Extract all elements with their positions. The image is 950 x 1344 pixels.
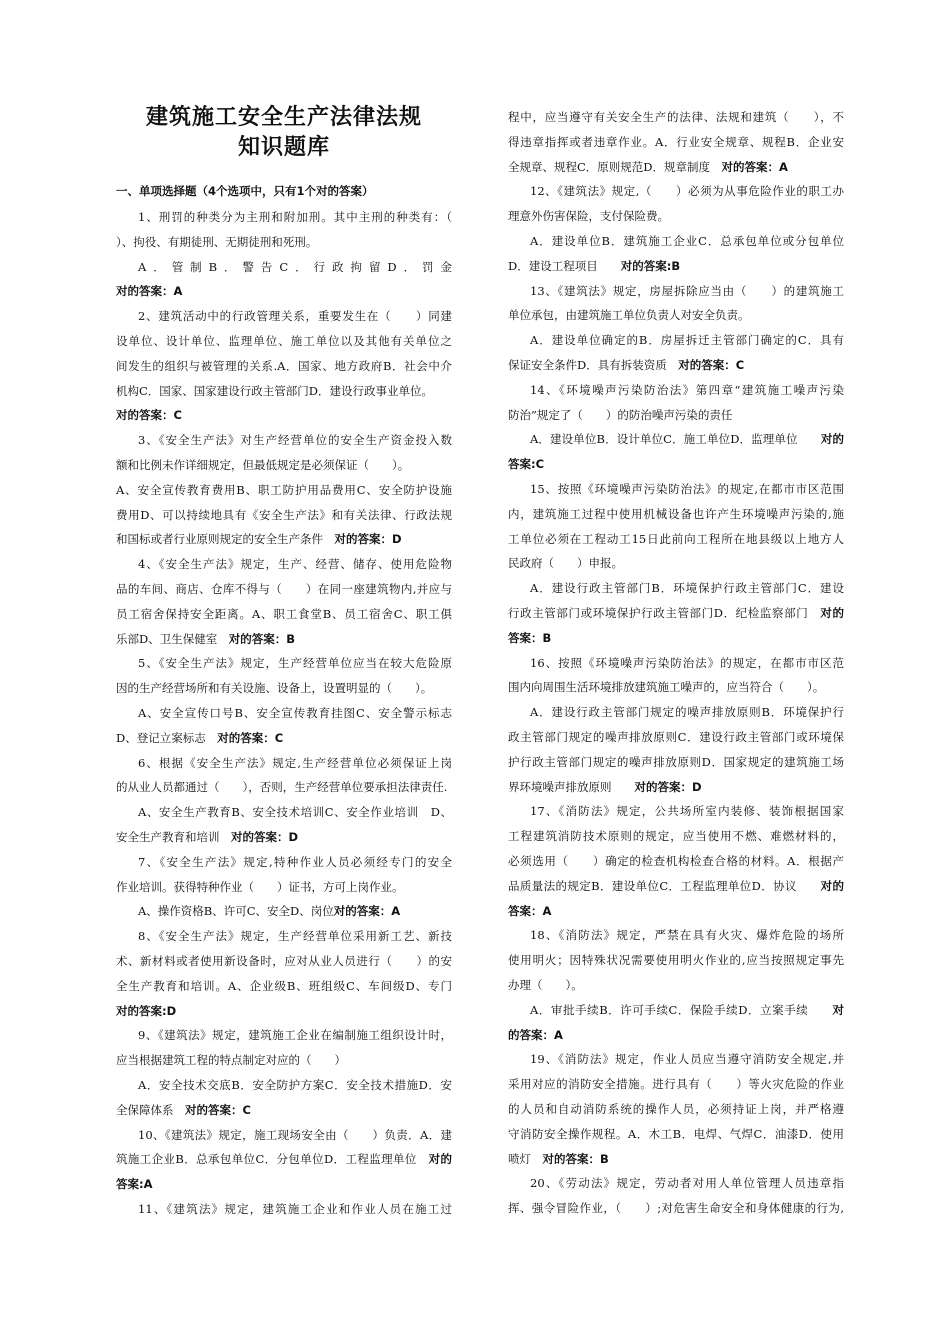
text-line: 全生产教育和培训。A、企业级B、班组级C、车间级D、专门 xyxy=(116,978,452,993)
text-line: 费用D、可以持续地具有《安全生产法》和有关法律、行政法规 xyxy=(116,507,452,522)
answer-line: 答案:C xyxy=(508,457,545,472)
text-line: 程中，应当遵守有关安全生产的法律、法规和建筑（ ），不 xyxy=(508,110,844,124)
text-line: A．建设行政主管部门B．环境保护行政主管部门C．建设 xyxy=(530,581,844,596)
text-line: 9、《建筑法》规定，建筑施工企业在编制施工组织设计时， xyxy=(138,1028,452,1043)
text-line: 使用明火；因特殊状况需要使用明火作业的,应当按照规定事先 xyxy=(508,953,844,968)
text-line: A．审批手续B．许可手续C．保险手续D．立案手续 对 xyxy=(530,1002,844,1017)
text-line: A．建设单位B．设计单位C．施工单位D．监理单位 对的 xyxy=(530,432,844,447)
text-line: 围内向周围生活环境排放建筑施工噪声的，应当符合（ ）。 xyxy=(508,680,825,695)
text-line: 机构C．国家、国家建设行政主管部门D．建设行政事业单位。 xyxy=(116,383,434,398)
section-heading: 一、单项选择题（4个选项中，只有1个对的答案） xyxy=(116,184,374,198)
text-line: 民政府（ ）申报。 xyxy=(508,556,623,571)
text-line: 界环境噪声排放原则 对的答案：D xyxy=(508,779,702,794)
text-line: 理意外伤害保险，支付保险费。 xyxy=(508,209,669,224)
text-line: 6、根据《安全生产法》规定,生产经营单位必须保证上岗 xyxy=(138,755,452,770)
text-line: 因的生产经营场所和有关设施、设备上，设置明显的（ ）。 xyxy=(116,681,433,696)
text-line: 作业培训。获得特种作业（ ）证书，方可上岗作业。 xyxy=(116,879,404,894)
text-line: A．建设单位确定的B．房屋拆迁主管部门确定的C．具有 xyxy=(530,333,844,348)
text-line: A、安全宣传口号B、安全宣传教育挂图C、安全警示标志 xyxy=(138,706,452,720)
document-title-line1: 建筑施工安全生产法律法规 xyxy=(145,105,422,130)
text-line: 7、《安全生产法》规定,特种作业人员必须经专门的安全 xyxy=(138,854,452,869)
text-line: 3、《安全生产法》对生产经营单位的安全生产资金投入数 xyxy=(138,433,452,448)
answer-label: 对的 xyxy=(820,606,844,620)
text-line: 守消防安全操作规程。A．木工B．电焊、气焊C．油漆D．使用 xyxy=(508,1126,844,1141)
answer-label: 对的答案：B xyxy=(542,1151,609,1166)
answer-label: 对的答案:B xyxy=(620,258,681,273)
text-line: 品质量法的规定B．建设单位C．工程监理单位D．协议 对的 xyxy=(508,878,844,893)
text-line: 单位承包，由建筑施工单位负责人对安全负责。 xyxy=(508,308,750,323)
text-line: 5、《安全生产法》规定，生产经营单位应当在较大危险原 xyxy=(138,656,452,671)
answer-label: 对的答案：A xyxy=(721,159,788,174)
text-line: 应当根据建筑工程的特点制定对应的（ ） xyxy=(116,1053,346,1068)
text-line: 采用对应的消防安全措施。进行具有（ ）等火灾危险的作业 xyxy=(508,1077,844,1092)
text-line: ）、拘役、有期徒刑、无期徒刑和死刑。 xyxy=(116,234,318,249)
text-line: A．建设单位B．建筑施工企业C．总承包单位或分包单位 xyxy=(530,234,844,248)
answer-label: 对的答案：C xyxy=(217,730,284,745)
answer-label: 对的答案：D xyxy=(334,532,402,547)
text-line: 员工宿舍保持安全距离。A、职工食堂B、员工宿舍C、职工俱 xyxy=(116,606,452,621)
text-line: 13、《建筑法》规定，房屋拆除应当由（ ）的建筑施工 xyxy=(530,283,844,298)
answer-label: 对的答案：C xyxy=(678,358,745,372)
text-line: 喷灯 对的答案：B xyxy=(508,1151,609,1166)
text-line: 17、《消防法》规定，公共场所室内装修、装饰根据国家 xyxy=(530,804,844,819)
text-line: 的人员和自动消防系统的操作人员，必须持证上岗，并严格遵 xyxy=(508,1102,844,1116)
text-line: 得违章指挥或者违章作业。A．行业安全规章、规程B．企业安 xyxy=(508,134,844,149)
answer-line: 答案：A xyxy=(508,903,552,918)
text-line: 4、《安全生产法》规定，生产、经营、储存、使用危险物 xyxy=(138,557,452,572)
text-line: 19、《消防法》规定，作业人员应当遵守消防安全规定,并 xyxy=(530,1052,844,1067)
text-line: 内，建筑施工过程中使用机械设备也许产生环境噪声污染的,施 xyxy=(508,506,844,521)
text-line: D．建设工程项目 对的答案:B xyxy=(508,258,681,273)
text-line: 15、按照《环境噪声污染防治法》的规定,在都市市区范围 xyxy=(530,482,844,496)
text-line: 18、《消防法》规定，严禁在具有火灾、爆炸危险的场所 xyxy=(530,928,844,943)
text-line: 防治”规定了（ ）的防治噪声污染的责任 xyxy=(508,407,733,422)
answer-label: 对的 xyxy=(428,1152,452,1167)
answer-line: 答案:A xyxy=(116,1177,153,1192)
text-line: A、安全宣传教育费用B、职工防护用品费用C、安全防护设施 xyxy=(116,482,452,497)
text-line: 政主管部门规定的噪声排放原则C．建设行政主管部门或环境保 xyxy=(508,730,844,744)
text-line: D、登记立案标志 对的答案：C xyxy=(116,730,284,745)
text-line: 和国标或者行业原则规定的安全生产条件 对的答案：D xyxy=(116,532,402,547)
answer-line: 对的答案：A xyxy=(116,284,183,299)
text-line: 保证安全条件D．具有拆装资质 对的答案：C xyxy=(508,358,745,372)
text-line: 办理（ ）。 xyxy=(508,978,583,992)
answer-label: 对的答案：A xyxy=(333,904,401,919)
text-line: 术、新材料或者使用新设备时，应对从业人员进行（ ）的安 xyxy=(116,954,452,968)
text-line: 12、《建筑法》规定,（ ）必须为从事危险作业的职工办 xyxy=(530,184,844,199)
answer-line: 对的答案:D xyxy=(116,1003,177,1018)
answer-line: 的答案：A xyxy=(508,1027,563,1042)
text-line: 工单位必须在工程动工15日此前向工程所在地县级以上地方人 xyxy=(508,531,844,546)
answer-label: 对的答案：D xyxy=(231,830,299,844)
answer-label: 对的答案：C xyxy=(185,1102,251,1117)
text-line: A、安全生产教育B、安全技术培训C、安全作业培训 D、 xyxy=(138,805,452,820)
text-line: 20、《劳动法》规定，劳动者对用人单位管理人员违章指 xyxy=(530,1176,844,1191)
text-line: 品的车间、商店、仓库不得与（ ）在同一座建筑物内,并应与 xyxy=(116,582,452,596)
text-line: 乐部D、卫生保健室 对的答案：B xyxy=(116,631,295,646)
text-line: 行政主管部门或环境保护行政主管部门D．纪检监察部门 对的 xyxy=(508,606,844,620)
text-line: 1、刑罚的种类分为主刑和附加刑。其中主刑的种类有：（ xyxy=(138,210,452,224)
answer-label: 对 xyxy=(832,1002,844,1017)
text-line: 必须选用（ ）确定的检查机构检查合格的材料。A．根据产 xyxy=(508,854,844,868)
answer-label: 对的 xyxy=(820,432,844,447)
text-line: A．安全技术交底B．安全防护方案C．安全技术措施D．安 xyxy=(138,1078,452,1092)
answer-label: 对的 xyxy=(820,878,844,893)
answer-label: 对的答案：D xyxy=(634,779,702,794)
text-line: 16、按照《环境噪声污染防治法》的规定，在都市市区范 xyxy=(530,655,844,670)
text-line: 的从业人员都通过（ ），否则，生产经营单位要承担法律责任. xyxy=(116,780,448,795)
text-line: 护行政主管部门规定的噪声排放原则D．国家规定的建筑施工场 xyxy=(508,754,844,769)
text-line: A、操作资格B、许可C、安全D、岗位对的答案：A xyxy=(138,904,401,919)
document-title-line2: 知识题库 xyxy=(237,135,330,160)
text-line: 额和比例未作详细规定，但最低规定是必须保证（ ）。 xyxy=(116,458,410,472)
text-line: 挥、强令冒险作业，（ ）;对危害生命安全和身体健康的行为, xyxy=(508,1201,844,1216)
text-line: 10、《建筑法》规定，施工现场安全由（ ）负责．A．建 xyxy=(138,1127,452,1142)
text-line: 8、《安全生产法》规定，生产经营单位采用新工艺、新技 xyxy=(138,929,452,944)
text-line: 11、《建筑法》规定，建筑施工企业和作业人员在施工过 xyxy=(138,1202,452,1216)
text-line: 工程建筑消防技术原则的规定，应当使用不燃、难燃材料的， xyxy=(508,829,844,844)
text-line: 设单位、设计单位、监理单位、施工单位以及其他有关单位之 xyxy=(116,334,452,348)
answer-label: 对的答案：B xyxy=(228,631,295,646)
text-line: 安全生产教育和培训 对的答案：D xyxy=(116,830,299,844)
answer-line: 答案：B xyxy=(508,630,552,645)
text-line: 全规章、规程C．原则规范D．规章制度 对的答案：A xyxy=(508,159,788,174)
text-line: 全保障体系 对的答案：C xyxy=(116,1102,251,1117)
answer-line: 对的答案：C xyxy=(116,408,182,423)
text-line: A．建设行政主管部门规定的噪声排放原则B．环境保护行 xyxy=(530,705,844,720)
text-line: 筑施工企业B．总承包单位C．分包单位D．工程监理单位 对的 xyxy=(116,1152,452,1167)
text-line: 14、《环境噪声污染防治法》第四章“建筑施工噪声污染 xyxy=(530,382,844,397)
text-line: 2、建筑活动中的行政管理关系，重要发生在（ ）同建 xyxy=(138,309,452,324)
text-line: A．管制B．警告C．行政拘留D．罚金 xyxy=(138,259,452,274)
text-line: 间发生的组织与被管理的关系.A．国家、地方政府B．社会中介 xyxy=(116,358,452,373)
